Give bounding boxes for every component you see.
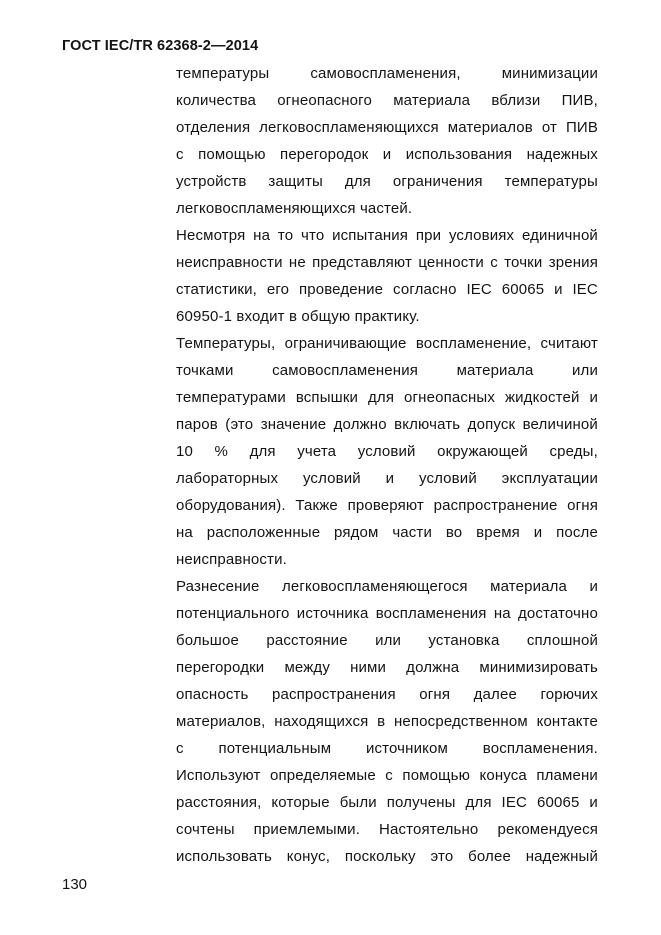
page-number: 130 <box>62 876 88 893</box>
text-line: на расположенные рядом части во время и после <box>176 524 598 541</box>
text-line: устройств защиты для ограничения температуры <box>176 173 598 190</box>
text-line: перегородки между ними должна минимизировать <box>176 659 598 676</box>
text-line: Используют определяемые с помощью конуса пламени <box>176 767 598 784</box>
text-line: использовать конус, поскольку это более надежный <box>176 848 598 865</box>
text-line: Несмотря на то что испытания при условиях единичной <box>176 227 598 244</box>
text-line: с потенциальным источником воспламенения. <box>176 740 598 757</box>
text-line: 60950-1 входит в общую практику. <box>176 308 420 325</box>
text-line: 10 % для учета условий окружающей среды, <box>176 443 598 460</box>
text-line: опасность распространения огня далее горючих <box>176 686 598 703</box>
text-line: оборудования). Также проверяют распространение огня <box>176 497 598 514</box>
text-line: температуры самовоспламенения, минимизации <box>176 65 598 82</box>
body-text <box>176 60 598 870</box>
text-line: паров (это значение должно включать допуск величиной <box>176 416 598 433</box>
text-line: Разнесение легковоспламеняющегося материала и <box>176 578 598 595</box>
text-line: температурами вспышки для огнеопасных жидкостей и <box>176 389 598 406</box>
text-line: с помощью перегородок и использования надежных <box>176 146 598 163</box>
text-line: Температуры, ограничивающие воспламенение, считают <box>176 335 598 352</box>
text-line: легковоспламеняющихся частей. <box>176 200 413 217</box>
text-line: материалов, находящихся в непосредственном контакте <box>176 713 598 730</box>
text-line: неисправности не представляют ценности с точки зрения <box>176 254 598 271</box>
text-line: статистики, его проведение согласно IEC 60065 и IEC <box>176 281 598 298</box>
text-line: точками самовоспламенения материала или <box>176 362 598 379</box>
text-line: большое расстояние или установка сплошной <box>176 632 598 649</box>
text-line: расстояния, которые были получены для IEC 60065 и <box>176 794 598 811</box>
text-line: отделения легковоспламеняющихся материалов от ПИВ <box>176 119 598 136</box>
text-line: неисправности. <box>176 551 287 568</box>
text-line: сочтены приемлемыми. Настоятельно рекомендуеся <box>176 821 598 838</box>
document-header: ГОСТ IEC/TR 62368-2—2014 <box>62 38 259 54</box>
text-line: лабораторных условий и условий эксплуатации <box>176 470 598 487</box>
text-line: потенциального источника воспламенения на достаточно <box>176 605 598 622</box>
text-line: количества огнеопасного материала вблизи ПИВ, <box>176 92 598 109</box>
